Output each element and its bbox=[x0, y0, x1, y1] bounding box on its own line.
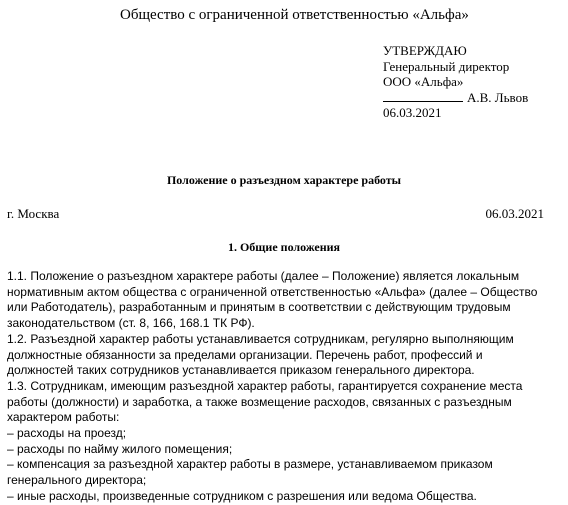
paragraph-line: должностей таких сотрудников устанавливается приказом генерального директора. bbox=[7, 363, 475, 378]
document-city: г. Москва bbox=[7, 206, 60, 221]
list-item: – иные расходы, произведенные сотрудником с разрешения или ведома Общества. bbox=[7, 488, 477, 503]
section-title: 1. Общие положения bbox=[227, 240, 341, 254]
list-item: – расходы на проезд; bbox=[7, 426, 127, 441]
paragraph-line: или Работодатель), разработанным и принятым в соответствии с действующим трудовым bbox=[7, 300, 511, 315]
list-item: генерального директора; bbox=[7, 473, 147, 488]
paragraph-line: 1.3. Сотрудникам, имеющим разъездной характер работы, гарантируется сохранение места bbox=[7, 378, 523, 393]
approval-block bbox=[383, 43, 528, 121]
document-date: 06.03.2021 bbox=[485, 206, 544, 221]
organization-name: Общество с ограниченной ответственностью «Альфа» bbox=[120, 7, 469, 23]
paragraph-line: работы (должности) и заработка, а также возмещение расходов, связанных с разъездным bbox=[7, 394, 512, 409]
approver-position: Генеральный директор bbox=[383, 58, 510, 74]
paragraph-line: характером работы: bbox=[7, 410, 120, 425]
approver-company: ООО «Альфа» bbox=[383, 74, 464, 90]
approval-date: 06.03.2021 bbox=[383, 105, 442, 121]
paragraph-line: нормативным актом общества с ограниченной ответственностью «Альфа» (далее – Общество bbox=[7, 284, 538, 299]
approver-signature-row bbox=[383, 90, 528, 106]
paragraph-line: 1.1. Положение о разъездном характере работы (далее – Положение) является локальным bbox=[7, 269, 520, 283]
list-item: – компенсация за разъездной характер работы в размере, устанавливаемом приказом bbox=[7, 457, 493, 472]
approver-name: А.В. Львов bbox=[467, 89, 529, 105]
approval-heading: УТВЕРЖДАЮ bbox=[383, 43, 467, 58]
paragraph-line: должностные обязанности за пределами организации. Перечень работ, профессий и bbox=[7, 347, 483, 362]
paragraph-line: 1.2. Разъездной характер работы устанавливается сотрудникам, регулярно выполняющим bbox=[7, 331, 514, 346]
paragraph-line: законодательством (ст. 8, 166, 168.1 ТК РФ). bbox=[7, 316, 255, 331]
document-title: Положение о разъездном характере работы bbox=[166, 173, 402, 187]
list-item: – расходы по найму жилого помещения; bbox=[7, 441, 233, 456]
document-body bbox=[7, 269, 538, 505]
signature-line bbox=[383, 101, 463, 102]
